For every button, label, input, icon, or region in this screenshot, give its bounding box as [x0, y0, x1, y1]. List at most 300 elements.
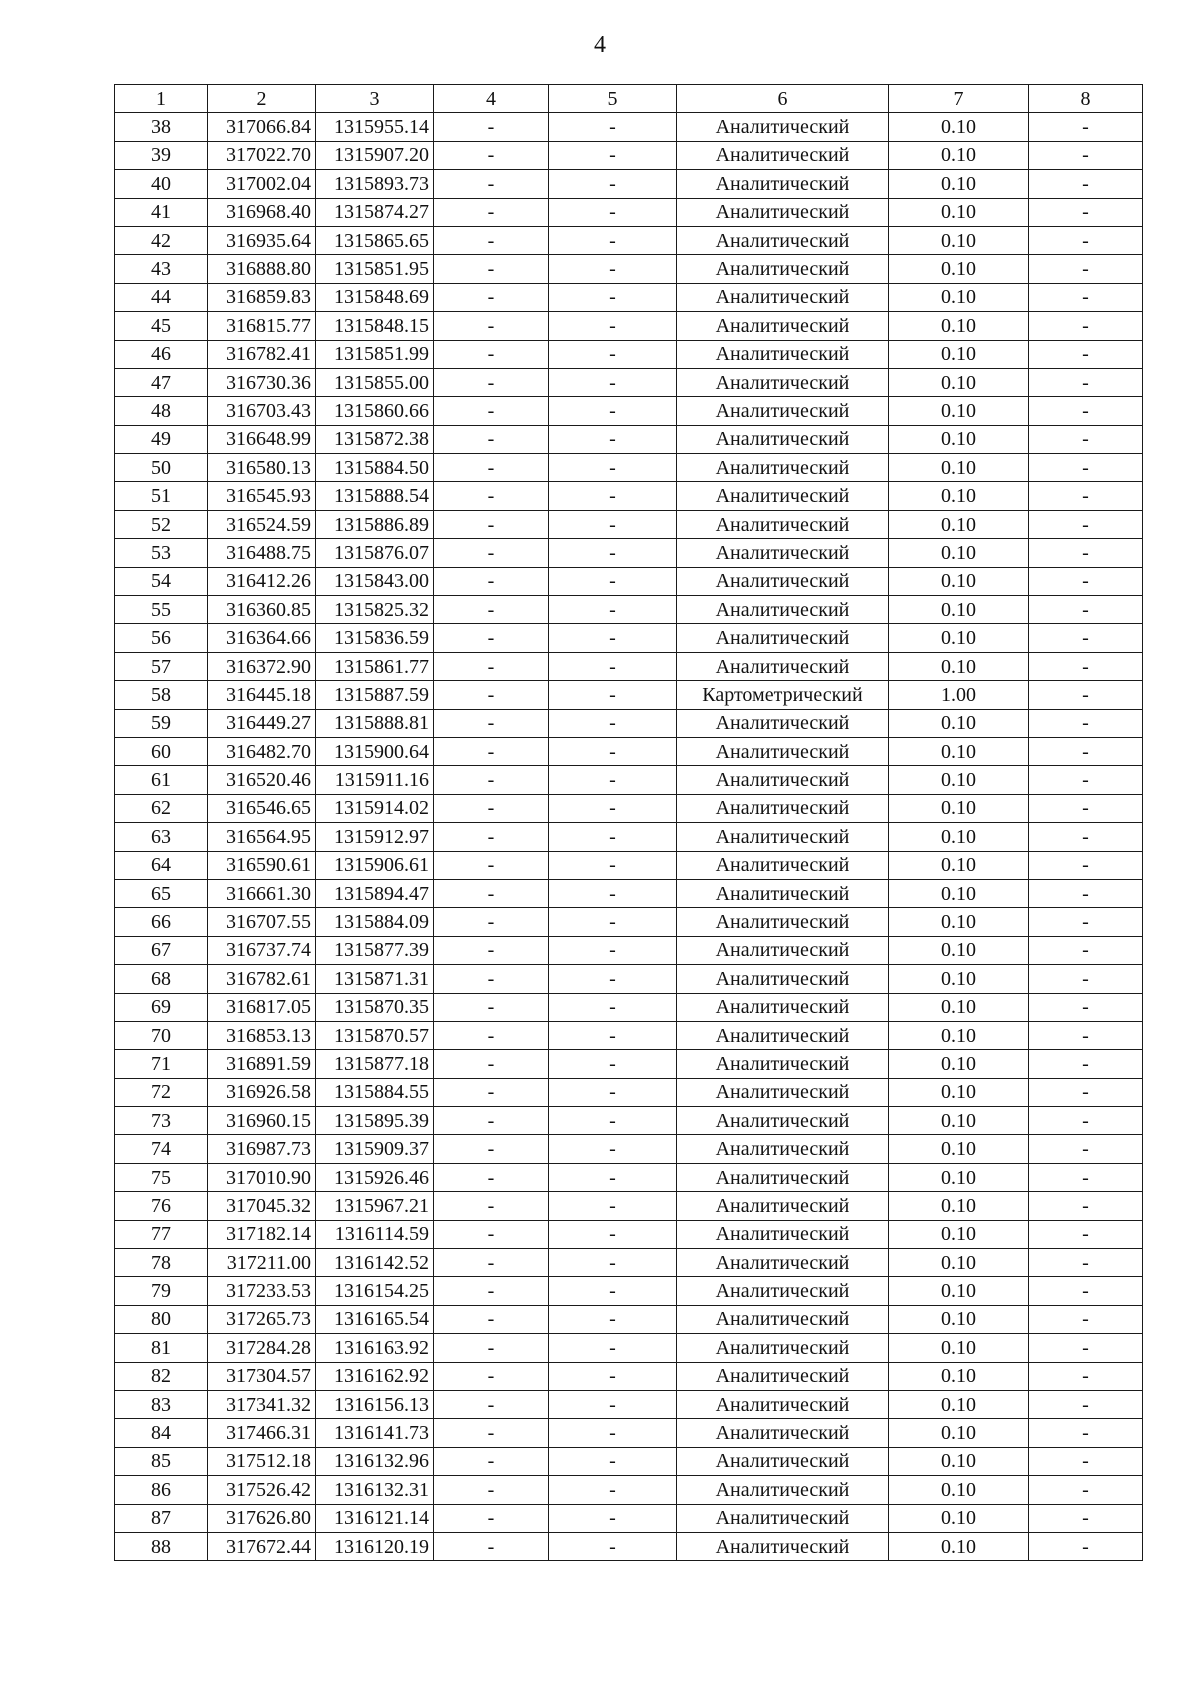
col-4-value-cell: -	[434, 482, 549, 510]
table-row	[115, 993, 1143, 1021]
method-cell: Аналитический	[677, 1135, 889, 1163]
table-row	[115, 596, 1143, 624]
y-coordinate-cell: 1315860.66	[316, 397, 434, 425]
method-cell: Аналитический	[677, 482, 889, 510]
y-coordinate-cell: 1315877.18	[316, 1050, 434, 1078]
col-5-value-cell: -	[549, 1192, 677, 1220]
point-number-cell: 70	[115, 1021, 208, 1049]
x-coordinate-cell: 317211.00	[208, 1249, 316, 1277]
x-coordinate-cell: 316853.13	[208, 1021, 316, 1049]
col-5-value-cell: -	[549, 936, 677, 964]
y-coordinate-cell: 1315914.02	[316, 794, 434, 822]
col-8-value-cell: -	[1029, 1277, 1143, 1305]
point-number-cell: 50	[115, 454, 208, 482]
table-row	[115, 170, 1143, 198]
method-cell: Аналитический	[677, 851, 889, 879]
column-header: 4	[434, 85, 549, 113]
accuracy-cell: 0.10	[889, 624, 1029, 652]
y-coordinate-cell: 1315955.14	[316, 113, 434, 141]
table-row	[115, 681, 1143, 709]
point-number-cell: 81	[115, 1334, 208, 1362]
column-header: 2	[208, 85, 316, 113]
point-number-cell: 79	[115, 1277, 208, 1305]
table-row	[115, 312, 1143, 340]
y-coordinate-cell: 1315851.95	[316, 255, 434, 283]
col-4-value-cell: -	[434, 425, 549, 453]
method-cell: Аналитический	[677, 510, 889, 538]
col-4-value-cell: -	[434, 113, 549, 141]
col-8-value-cell: -	[1029, 397, 1143, 425]
col-8-value-cell: -	[1029, 1220, 1143, 1248]
point-number-cell: 88	[115, 1532, 208, 1560]
x-coordinate-cell: 316546.65	[208, 794, 316, 822]
accuracy-cell: 0.10	[889, 993, 1029, 1021]
y-coordinate-cell: 1316141.73	[316, 1419, 434, 1447]
table-row	[115, 1447, 1143, 1475]
col-5-value-cell: -	[549, 1135, 677, 1163]
x-coordinate-cell: 317045.32	[208, 1192, 316, 1220]
accuracy-cell: 0.10	[889, 170, 1029, 198]
method-cell: Аналитический	[677, 596, 889, 624]
accuracy-cell: 0.10	[889, 709, 1029, 737]
x-coordinate-cell: 316815.77	[208, 312, 316, 340]
col-5-value-cell: -	[549, 737, 677, 765]
method-cell: Аналитический	[677, 737, 889, 765]
point-number-cell: 57	[115, 652, 208, 680]
col-8-value-cell: -	[1029, 1504, 1143, 1532]
col-8-value-cell: -	[1029, 993, 1143, 1021]
col-4-value-cell: -	[434, 1447, 549, 1475]
col-8-value-cell: -	[1029, 539, 1143, 567]
point-number-cell: 75	[115, 1163, 208, 1191]
point-number-cell: 59	[115, 709, 208, 737]
point-number-cell: 65	[115, 879, 208, 907]
method-cell: Аналитический	[677, 454, 889, 482]
y-coordinate-cell: 1315884.09	[316, 908, 434, 936]
point-number-cell: 63	[115, 823, 208, 851]
point-number-cell: 39	[115, 141, 208, 169]
method-cell: Аналитический	[677, 170, 889, 198]
col-8-value-cell: -	[1029, 454, 1143, 482]
col-8-value-cell: -	[1029, 510, 1143, 538]
col-8-value-cell: -	[1029, 368, 1143, 396]
table-row	[115, 1362, 1143, 1390]
method-cell: Аналитический	[677, 652, 889, 680]
col-4-value-cell: -	[434, 454, 549, 482]
accuracy-cell: 0.10	[889, 596, 1029, 624]
col-4-value-cell: -	[434, 993, 549, 1021]
accuracy-cell: 0.10	[889, 539, 1029, 567]
col-5-value-cell: -	[549, 312, 677, 340]
table-row	[115, 1050, 1143, 1078]
x-coordinate-cell: 317526.42	[208, 1476, 316, 1504]
col-8-value-cell: -	[1029, 425, 1143, 453]
method-cell: Аналитический	[677, 908, 889, 936]
table-row	[115, 1277, 1143, 1305]
col-8-value-cell: -	[1029, 936, 1143, 964]
col-5-value-cell: -	[549, 397, 677, 425]
col-8-value-cell: -	[1029, 1447, 1143, 1475]
y-coordinate-cell: 1315909.37	[316, 1135, 434, 1163]
table-row	[115, 113, 1143, 141]
point-number-cell: 67	[115, 936, 208, 964]
table-row	[115, 567, 1143, 595]
col-5-value-cell: -	[549, 652, 677, 680]
method-cell: Аналитический	[677, 312, 889, 340]
table-row	[115, 1192, 1143, 1220]
col-8-value-cell: -	[1029, 1334, 1143, 1362]
x-coordinate-cell: 316564.95	[208, 823, 316, 851]
accuracy-cell: 0.10	[889, 226, 1029, 254]
col-4-value-cell: -	[434, 340, 549, 368]
col-4-value-cell: -	[434, 1021, 549, 1049]
table-row	[115, 482, 1143, 510]
x-coordinate-cell: 317466.31	[208, 1419, 316, 1447]
col-4-value-cell: -	[434, 1078, 549, 1106]
col-4-value-cell: -	[434, 255, 549, 283]
table-row	[115, 737, 1143, 765]
accuracy-cell: 0.10	[889, 794, 1029, 822]
accuracy-cell: 0.10	[889, 1334, 1029, 1362]
method-cell: Аналитический	[677, 766, 889, 794]
y-coordinate-cell: 1315887.59	[316, 681, 434, 709]
col-8-value-cell: -	[1029, 141, 1143, 169]
accuracy-cell: 0.10	[889, 567, 1029, 595]
col-4-value-cell: -	[434, 965, 549, 993]
col-8-value-cell: -	[1029, 624, 1143, 652]
col-8-value-cell: -	[1029, 1390, 1143, 1418]
col-4-value-cell: -	[434, 652, 549, 680]
col-5-value-cell: -	[549, 1107, 677, 1135]
x-coordinate-cell: 316488.75	[208, 539, 316, 567]
point-number-cell: 87	[115, 1504, 208, 1532]
col-4-value-cell: -	[434, 1050, 549, 1078]
point-number-cell: 76	[115, 1192, 208, 1220]
table-row	[115, 283, 1143, 311]
col-8-value-cell: -	[1029, 794, 1143, 822]
accuracy-cell: 0.10	[889, 1135, 1029, 1163]
method-cell: Аналитический	[677, 539, 889, 567]
method-cell: Аналитический	[677, 1078, 889, 1106]
col-5-value-cell: -	[549, 1021, 677, 1049]
x-coordinate-cell: 316707.55	[208, 908, 316, 936]
y-coordinate-cell: 1315907.20	[316, 141, 434, 169]
col-5-value-cell: -	[549, 1390, 677, 1418]
method-cell: Аналитический	[677, 340, 889, 368]
table-row	[115, 198, 1143, 226]
accuracy-cell: 0.10	[889, 1163, 1029, 1191]
x-coordinate-cell: 316926.58	[208, 1078, 316, 1106]
accuracy-cell: 0.10	[889, 368, 1029, 396]
col-8-value-cell: -	[1029, 113, 1143, 141]
col-5-value-cell: -	[549, 482, 677, 510]
y-coordinate-cell: 1315872.38	[316, 425, 434, 453]
table-row	[115, 823, 1143, 851]
col-8-value-cell: -	[1029, 908, 1143, 936]
accuracy-cell: 0.10	[889, 1192, 1029, 1220]
method-cell: Аналитический	[677, 368, 889, 396]
col-4-value-cell: -	[434, 1390, 549, 1418]
y-coordinate-cell: 1315876.07	[316, 539, 434, 567]
point-number-cell: 64	[115, 851, 208, 879]
accuracy-cell: 0.10	[889, 454, 1029, 482]
col-5-value-cell: -	[549, 823, 677, 851]
y-coordinate-cell: 1315884.50	[316, 454, 434, 482]
y-coordinate-cell: 1315893.73	[316, 170, 434, 198]
col-4-value-cell: -	[434, 851, 549, 879]
col-5-value-cell: -	[549, 454, 677, 482]
accuracy-cell: 0.10	[889, 1078, 1029, 1106]
x-coordinate-cell: 317233.53	[208, 1277, 316, 1305]
method-cell: Аналитический	[677, 624, 889, 652]
y-coordinate-cell: 1315848.15	[316, 312, 434, 340]
y-coordinate-cell: 1315888.54	[316, 482, 434, 510]
x-coordinate-cell: 316482.70	[208, 737, 316, 765]
point-number-cell: 40	[115, 170, 208, 198]
accuracy-cell: 0.10	[889, 482, 1029, 510]
x-coordinate-cell: 316524.59	[208, 510, 316, 538]
col-4-value-cell: -	[434, 312, 549, 340]
accuracy-cell: 0.10	[889, 283, 1029, 311]
table-row	[115, 1107, 1143, 1135]
coordinates-table	[114, 84, 1143, 1561]
point-number-cell: 53	[115, 539, 208, 567]
col-8-value-cell: -	[1029, 312, 1143, 340]
table-row	[115, 652, 1143, 680]
method-cell: Аналитический	[677, 1390, 889, 1418]
col-4-value-cell: -	[434, 368, 549, 396]
col-8-value-cell: -	[1029, 681, 1143, 709]
col-5-value-cell: -	[549, 1277, 677, 1305]
table-row	[115, 1334, 1143, 1362]
col-8-value-cell: -	[1029, 737, 1143, 765]
point-number-cell: 84	[115, 1419, 208, 1447]
accuracy-cell: 0.10	[889, 823, 1029, 851]
col-5-value-cell: -	[549, 170, 677, 198]
point-number-cell: 44	[115, 283, 208, 311]
point-number-cell: 68	[115, 965, 208, 993]
col-8-value-cell: -	[1029, 652, 1143, 680]
col-4-value-cell: -	[434, 823, 549, 851]
accuracy-cell: 0.10	[889, 1220, 1029, 1248]
accuracy-cell: 0.10	[889, 936, 1029, 964]
accuracy-cell: 0.10	[889, 312, 1029, 340]
col-4-value-cell: -	[434, 624, 549, 652]
y-coordinate-cell: 1315967.21	[316, 1192, 434, 1220]
accuracy-cell: 0.10	[889, 1305, 1029, 1333]
point-number-cell: 60	[115, 737, 208, 765]
x-coordinate-cell: 316412.26	[208, 567, 316, 595]
col-8-value-cell: -	[1029, 709, 1143, 737]
col-5-value-cell: -	[549, 539, 677, 567]
point-number-cell: 43	[115, 255, 208, 283]
method-cell: Аналитический	[677, 1305, 889, 1333]
col-5-value-cell: -	[549, 141, 677, 169]
col-5-value-cell: -	[549, 368, 677, 396]
point-number-cell: 58	[115, 681, 208, 709]
point-number-cell: 38	[115, 113, 208, 141]
y-coordinate-cell: 1315888.81	[316, 709, 434, 737]
y-coordinate-cell: 1315865.65	[316, 226, 434, 254]
method-cell: Аналитический	[677, 1532, 889, 1560]
x-coordinate-cell: 317022.70	[208, 141, 316, 169]
table-row	[115, 226, 1143, 254]
method-cell: Аналитический	[677, 1334, 889, 1362]
col-5-value-cell: -	[549, 794, 677, 822]
table-row	[115, 454, 1143, 482]
y-coordinate-cell: 1316132.96	[316, 1447, 434, 1475]
column-header: 5	[549, 85, 677, 113]
col-4-value-cell: -	[434, 908, 549, 936]
y-coordinate-cell: 1316142.52	[316, 1249, 434, 1277]
x-coordinate-cell: 316661.30	[208, 879, 316, 907]
point-number-cell: 42	[115, 226, 208, 254]
x-coordinate-cell: 316364.66	[208, 624, 316, 652]
table-row	[115, 624, 1143, 652]
point-number-cell: 77	[115, 1220, 208, 1248]
table-row	[115, 255, 1143, 283]
point-number-cell: 48	[115, 397, 208, 425]
col-4-value-cell: -	[434, 397, 549, 425]
accuracy-cell: 0.10	[889, 1277, 1029, 1305]
col-5-value-cell: -	[549, 283, 677, 311]
col-4-value-cell: -	[434, 936, 549, 964]
y-coordinate-cell: 1316154.25	[316, 1277, 434, 1305]
col-4-value-cell: -	[434, 1135, 549, 1163]
col-4-value-cell: -	[434, 709, 549, 737]
point-number-cell: 54	[115, 567, 208, 595]
accuracy-cell: 0.10	[889, 737, 1029, 765]
table-row	[115, 1390, 1143, 1418]
col-4-value-cell: -	[434, 1532, 549, 1560]
col-8-value-cell: -	[1029, 1192, 1143, 1220]
accuracy-cell: 0.10	[889, 340, 1029, 368]
method-cell: Аналитический	[677, 141, 889, 169]
x-coordinate-cell: 316580.13	[208, 454, 316, 482]
point-number-cell: 71	[115, 1050, 208, 1078]
col-4-value-cell: -	[434, 1305, 549, 1333]
x-coordinate-cell: 316372.90	[208, 652, 316, 680]
method-cell: Аналитический	[677, 709, 889, 737]
method-cell: Аналитический	[677, 823, 889, 851]
col-5-value-cell: -	[549, 1447, 677, 1475]
table-row	[115, 368, 1143, 396]
x-coordinate-cell: 316360.85	[208, 596, 316, 624]
table-row	[115, 1249, 1143, 1277]
page-number: 4	[594, 32, 606, 58]
col-8-value-cell: -	[1029, 1107, 1143, 1135]
table-row	[115, 766, 1143, 794]
accuracy-cell: 0.10	[889, 1107, 1029, 1135]
table-row	[115, 1532, 1143, 1560]
x-coordinate-cell: 316520.46	[208, 766, 316, 794]
col-4-value-cell: -	[434, 1476, 549, 1504]
y-coordinate-cell: 1315895.39	[316, 1107, 434, 1135]
col-4-value-cell: -	[434, 283, 549, 311]
col-5-value-cell: -	[549, 1163, 677, 1191]
col-8-value-cell: -	[1029, 879, 1143, 907]
point-number-cell: 52	[115, 510, 208, 538]
col-4-value-cell: -	[434, 737, 549, 765]
col-4-value-cell: -	[434, 1163, 549, 1191]
table-row	[115, 851, 1143, 879]
method-cell: Аналитический	[677, 567, 889, 595]
column-header: 1	[115, 85, 208, 113]
col-5-value-cell: -	[549, 1362, 677, 1390]
col-5-value-cell: -	[549, 226, 677, 254]
point-number-cell: 83	[115, 1390, 208, 1418]
x-coordinate-cell: 317010.90	[208, 1163, 316, 1191]
accuracy-cell: 0.10	[889, 1504, 1029, 1532]
y-coordinate-cell: 1315911.16	[316, 766, 434, 794]
point-number-cell: 69	[115, 993, 208, 1021]
x-coordinate-cell: 316968.40	[208, 198, 316, 226]
x-coordinate-cell: 316648.99	[208, 425, 316, 453]
col-4-value-cell: -	[434, 198, 549, 226]
col-5-value-cell: -	[549, 1504, 677, 1532]
x-coordinate-cell: 316449.27	[208, 709, 316, 737]
y-coordinate-cell: 1315884.55	[316, 1078, 434, 1106]
col-5-value-cell: -	[549, 113, 677, 141]
x-coordinate-cell: 317182.14	[208, 1220, 316, 1248]
y-coordinate-cell: 1316165.54	[316, 1305, 434, 1333]
x-coordinate-cell: 317265.73	[208, 1305, 316, 1333]
table-row	[115, 936, 1143, 964]
method-cell: Аналитический	[677, 113, 889, 141]
col-5-value-cell: -	[549, 425, 677, 453]
method-cell: Аналитический	[677, 1220, 889, 1248]
y-coordinate-cell: 1315877.39	[316, 936, 434, 964]
point-number-cell: 51	[115, 482, 208, 510]
col-4-value-cell: -	[434, 1419, 549, 1447]
x-coordinate-cell: 316859.83	[208, 283, 316, 311]
column-header: 6	[677, 85, 889, 113]
x-coordinate-cell: 316590.61	[208, 851, 316, 879]
accuracy-cell: 0.10	[889, 652, 1029, 680]
method-cell: Аналитический	[677, 936, 889, 964]
col-5-value-cell: -	[549, 510, 677, 538]
col-5-value-cell: -	[549, 681, 677, 709]
col-8-value-cell: -	[1029, 170, 1143, 198]
col-8-value-cell: -	[1029, 340, 1143, 368]
col-8-value-cell: -	[1029, 1135, 1143, 1163]
accuracy-cell: 0.10	[889, 851, 1029, 879]
x-coordinate-cell: 316445.18	[208, 681, 316, 709]
method-cell: Аналитический	[677, 1447, 889, 1475]
col-8-value-cell: -	[1029, 851, 1143, 879]
point-number-cell: 45	[115, 312, 208, 340]
x-coordinate-cell: 316703.43	[208, 397, 316, 425]
method-cell: Аналитический	[677, 1362, 889, 1390]
method-cell: Аналитический	[677, 1163, 889, 1191]
method-cell: Аналитический	[677, 1504, 889, 1532]
col-5-value-cell: -	[549, 851, 677, 879]
x-coordinate-cell: 317066.84	[208, 113, 316, 141]
point-number-cell: 47	[115, 368, 208, 396]
method-cell: Аналитический	[677, 1277, 889, 1305]
accuracy-cell: 0.10	[889, 510, 1029, 538]
col-8-value-cell: -	[1029, 1476, 1143, 1504]
x-coordinate-cell: 316545.93	[208, 482, 316, 510]
table-row	[115, 141, 1143, 169]
col-8-value-cell: -	[1029, 1249, 1143, 1277]
col-4-value-cell: -	[434, 794, 549, 822]
y-coordinate-cell: 1315900.64	[316, 737, 434, 765]
x-coordinate-cell: 316935.64	[208, 226, 316, 254]
x-coordinate-cell: 316782.61	[208, 965, 316, 993]
accuracy-cell: 0.10	[889, 1419, 1029, 1447]
col-4-value-cell: -	[434, 1220, 549, 1248]
